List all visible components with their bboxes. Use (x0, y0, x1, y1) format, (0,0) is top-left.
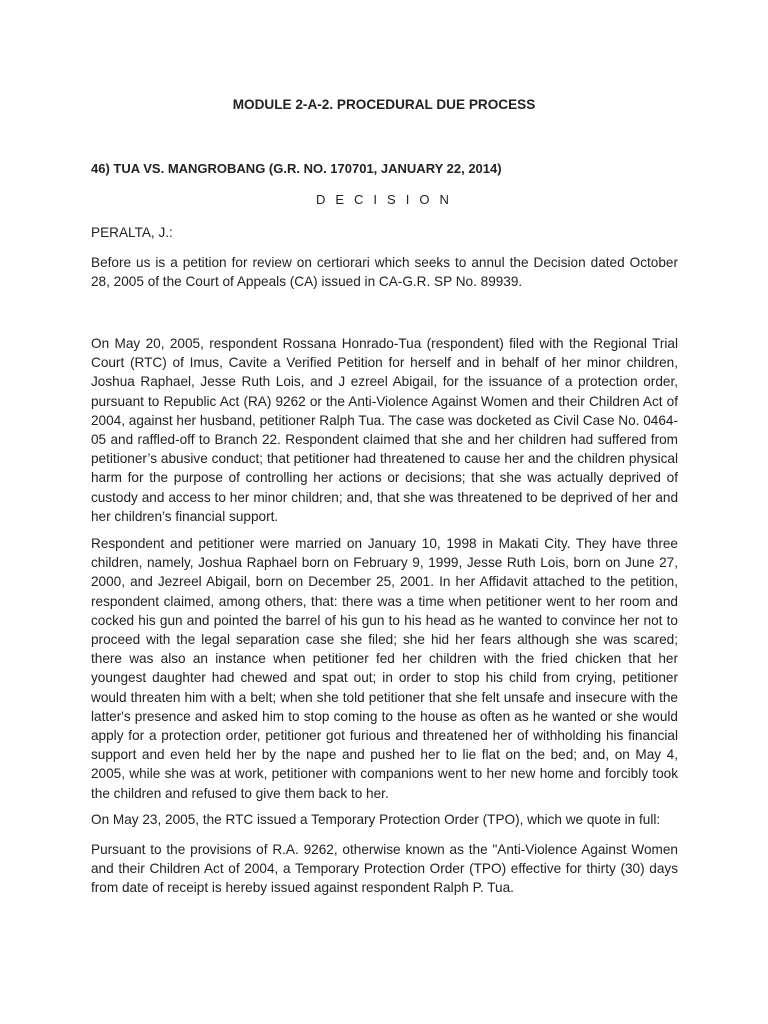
decision-heading: D E C I S I O N (315, 192, 453, 207)
ponente: PERALTA, J.: (91, 225, 173, 240)
paragraph-tpo-text: Pursuant to the provisions of R.A. 9262, otherwise known as the "Anti-Violence Against Women and their Children Act of 2004, a Temporary Protection Order (TPO) effective for thirty (30) days from date of receipt is hereby issued against respondent Ralph P. Tua. (91, 842, 678, 896)
case-title: 46) TUA VS. MANGROBANG (G.R. NO. 170701, JANUARY 22, 2014) (91, 161, 502, 176)
module-title: MODULE 2-A-2. PROCEDURAL DUE PROCESS (232, 97, 536, 112)
paragraph-facts: Respondent and petitioner were married on January 10, 1998 in Makati City. They have three children, namely, Joshua Raphael born on February 9, 1999, Jesse Ruth Lois, born on June 27, 2000, and Jezreel Abigail, born on December 25, 2001. In her Affidavit attached to the petition, respondent claimed, among others, that: there was a time when petitioner went to her room and cocked his gun and pointed the barrel of his gun to his head as he wanted to convince her not to proceed with the legal separation case she filed; she hid her fears although she was scared; there was also an instance when petitioner fed her children with the fried chicken that her youngest daughter had chewed and spat out; in order to stop his child from crying, petitioner would threaten him with a belt; when she told petitioner that she felt unsafe and insecure with the latter's presence and asked him to stop coming to the house as often as he wanted or she would apply for a protection order, petitioner got furious and threatened her of withholding his financial support and even held her by the nape and pushed her to lie flat on the bed; and, on May 4, 2005, while she was at work, petitioner with companions went to her new home and forcibly took the children and refused to give them back to her. (91, 536, 678, 801)
paragraph-verified-petition: On May 20, 2005, respondent Rossana Honrado-Tua (respondent) filed with the Regional Trial Court (RTC) of Imus, Cavite a Verified Petition for herself and in behalf of her minor children, Joshua Raphael, Jesse Ruth Lois, and J ezreel Abigail, for the issuance of a protection order, pursuant to Republic Act (RA) 9262 or the Anti-Violence Against Women and their Children Act of 2004, against her husband, petitioner Ralph Tua. The case was docketed as Civil Case No. 0464-05 and raffled-off to Branch 22. Respondent claimed that she and her children had suffered from petitioner’s abusive conduct; that petitioner had threatened to cause her and the children physical harm for the purpose of controlling her actions or decisions; that she was actually deprived of custody and access to her minor children; and, that she was threatened to be deprived of her and her children’s financial support. (91, 336, 678, 524)
paragraph-petition: Before us is a petition for review on certiorari which seeks to annul the Decision dated October 28, 2005 of the Court of Appeals (CA) issued in CA-G.R. SP No. 89939. (91, 255, 678, 290)
paragraph-tpo-issued: On May 23, 2005, the RTC issued a Temporary Protection Order (TPO), which we quote in full: (91, 812, 661, 827)
